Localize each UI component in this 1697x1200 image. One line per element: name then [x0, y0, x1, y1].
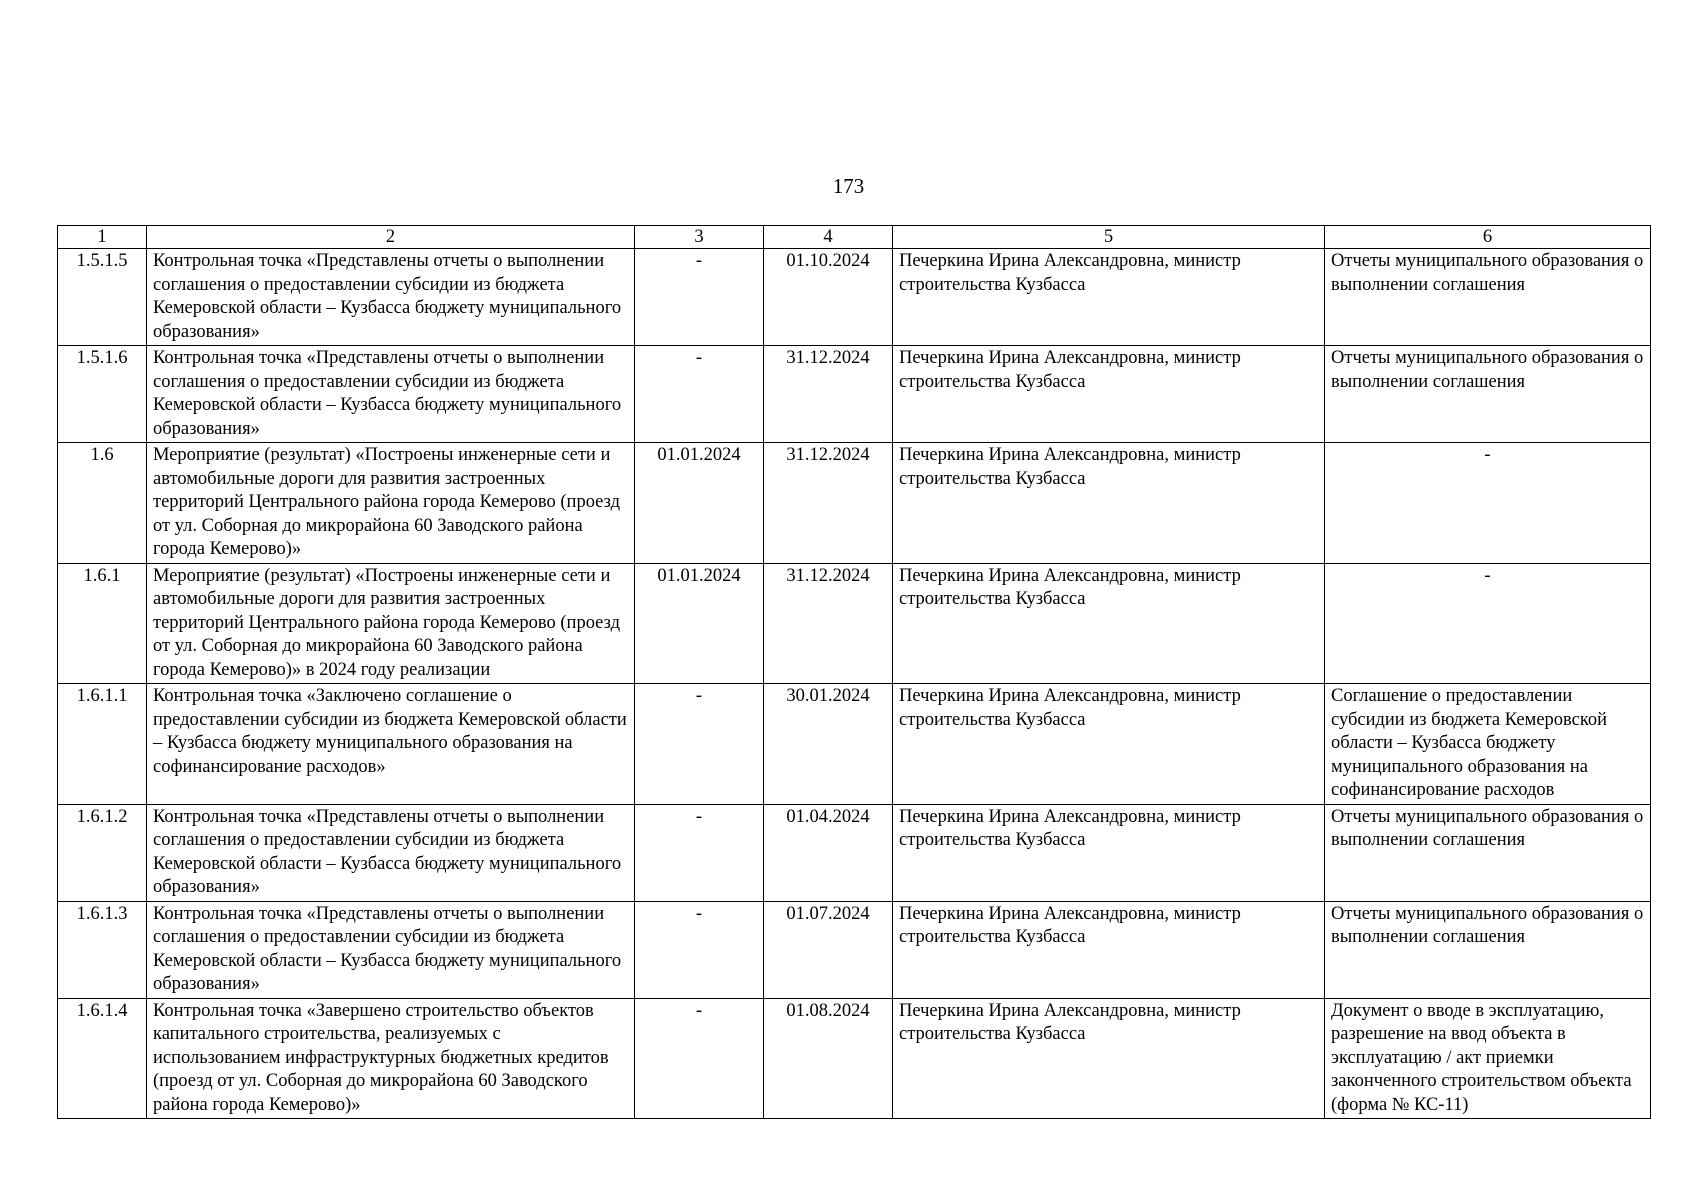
row-end-date: 31.12.2024 [764, 346, 893, 443]
table-row [58, 563, 1651, 684]
row-start-date: - [635, 804, 764, 901]
row-end-date: 01.07.2024 [764, 901, 893, 998]
row-responsible: Печеркина Ирина Александровна, министр строительства Кузбасса [893, 443, 1325, 564]
table-body [58, 249, 1651, 1119]
row-end-date: 31.12.2024 [764, 563, 893, 684]
row-number: 1.5.1.6 [58, 346, 147, 443]
header-col-5: 5 [893, 226, 1325, 249]
row-responsible: Печеркина Ирина Александровна, министр строительства Кузбасса [893, 684, 1325, 805]
row-name: Контрольная точка «Представлены отчеты о выполнении соглашения о предоставлении субсидии из бюджета Кемеровской области – Кузбасса бюджету муниципального образования» [147, 346, 635, 443]
table-row [58, 901, 1651, 998]
row-number: 1.6.1.4 [58, 998, 147, 1119]
row-number: 1.6.1 [58, 563, 147, 684]
row-responsible: Печеркина Ирина Александровна, министр строительства Кузбасса [893, 346, 1325, 443]
control-points-table [57, 225, 1651, 1119]
row-start-date: - [635, 998, 764, 1119]
header-col-6: 6 [1325, 226, 1651, 249]
row-start-date: - [635, 346, 764, 443]
row-responsible: Печеркина Ирина Александровна, министр строительства Кузбасса [893, 804, 1325, 901]
table-header [58, 226, 1651, 249]
row-number: 1.6.1.1 [58, 684, 147, 805]
row-document: - [1325, 563, 1651, 684]
row-document: Документ о вводе в эксплуатацию, разрешение на ввод объекта в эксплуатацию / акт приемки законченного строительством объекта (форма № КС-11) [1325, 998, 1651, 1119]
table-row [58, 443, 1651, 564]
row-end-date: 01.04.2024 [764, 804, 893, 901]
row-document: Отчеты муниципального образования о выполнении соглашения [1325, 249, 1651, 346]
header-col-2: 2 [147, 226, 635, 249]
row-responsible: Печеркина Ирина Александровна, министр строительства Кузбасса [893, 563, 1325, 684]
row-name: Контрольная точка «Представлены отчеты о выполнении соглашения о предоставлении субсидии из бюджета Кемеровской области – Кузбасса бюджету муниципального образования» [147, 804, 635, 901]
row-end-date: 01.08.2024 [764, 998, 893, 1119]
row-end-date: 01.10.2024 [764, 249, 893, 346]
row-end-date: 30.01.2024 [764, 684, 893, 805]
row-name: Контрольная точка «Представлены отчеты о выполнении соглашения о предоставлении субсидии из бюджета Кемеровской области – Кузбасса бюджету муниципального образования» [147, 901, 635, 998]
row-document: Отчеты муниципального образования о выполнении соглашения [1325, 346, 1651, 443]
table-row [58, 346, 1651, 443]
row-document: - [1325, 443, 1651, 564]
row-start-date: - [635, 684, 764, 805]
row-responsible: Печеркина Ирина Александровна, министр строительства Кузбасса [893, 901, 1325, 998]
row-start-date: 01.01.2024 [635, 563, 764, 684]
header-row [58, 226, 1651, 249]
row-name: Контрольная точка «Завершено строительство объектов капитального строительства, реализуемых с использованием инфраструктурных бюджетных кредитов (проезд от ул. Соборная до микрорайона 60 Заводского района города Кемерово)» [147, 998, 635, 1119]
row-document: Соглашение о предоставлении субсидии из бюджета Кемеровской области – Кузбасса бюджету муниципального образования на софинансирование расходов [1325, 684, 1651, 805]
table-row [58, 684, 1651, 805]
header-col-1: 1 [58, 226, 147, 249]
row-name: Мероприятие (результат) «Построены инженерные сети и автомобильные дороги для развития застроенных территорий Центрального района города Кемерово (проезд от ул. Соборная до микрорайона 60 Заводского района города Кемерово)» [147, 443, 635, 564]
table-row [58, 249, 1651, 346]
row-name: Мероприятие (результат) «Построены инженерные сети и автомобильные дороги для развития застроенных территорий Центрального района города Кемерово (проезд от ул. Соборная до микрорайона 60 Заводского района города Кемерово)» в 2024 году реализации [147, 563, 635, 684]
row-document: Отчеты муниципального образования о выполнении соглашения [1325, 804, 1651, 901]
row-start-date: 01.01.2024 [635, 443, 764, 564]
header-col-3: 3 [635, 226, 764, 249]
row-number: 1.5.1.5 [58, 249, 147, 346]
table-row [58, 804, 1651, 901]
row-responsible: Печеркина Ирина Александровна, министр строительства Кузбасса [893, 998, 1325, 1119]
row-name: Контрольная точка «Представлены отчеты о выполнении соглашения о предоставлении субсидии из бюджета Кемеровской области – Кузбасса бюджету муниципального образования» [147, 249, 635, 346]
page-number: 173 [832, 174, 865, 198]
row-start-date: - [635, 901, 764, 998]
table-row [58, 998, 1651, 1119]
row-number: 1.6.1.3 [58, 901, 147, 998]
row-name: Контрольная точка «Заключено соглашение о предоставлении субсидии из бюджета Кемеровской области – Кузбасса бюджету муниципального образования на софинансирование расходов» [147, 684, 635, 805]
row-start-date: - [635, 249, 764, 346]
row-number: 1.6.1.2 [58, 804, 147, 901]
header-col-4: 4 [764, 226, 893, 249]
row-end-date: 31.12.2024 [764, 443, 893, 564]
row-responsible: Печеркина Ирина Александровна, министр строительства Кузбасса [893, 249, 1325, 346]
row-number: 1.6 [58, 443, 147, 564]
row-document: Отчеты муниципального образования о выполнении соглашения [1325, 901, 1651, 998]
